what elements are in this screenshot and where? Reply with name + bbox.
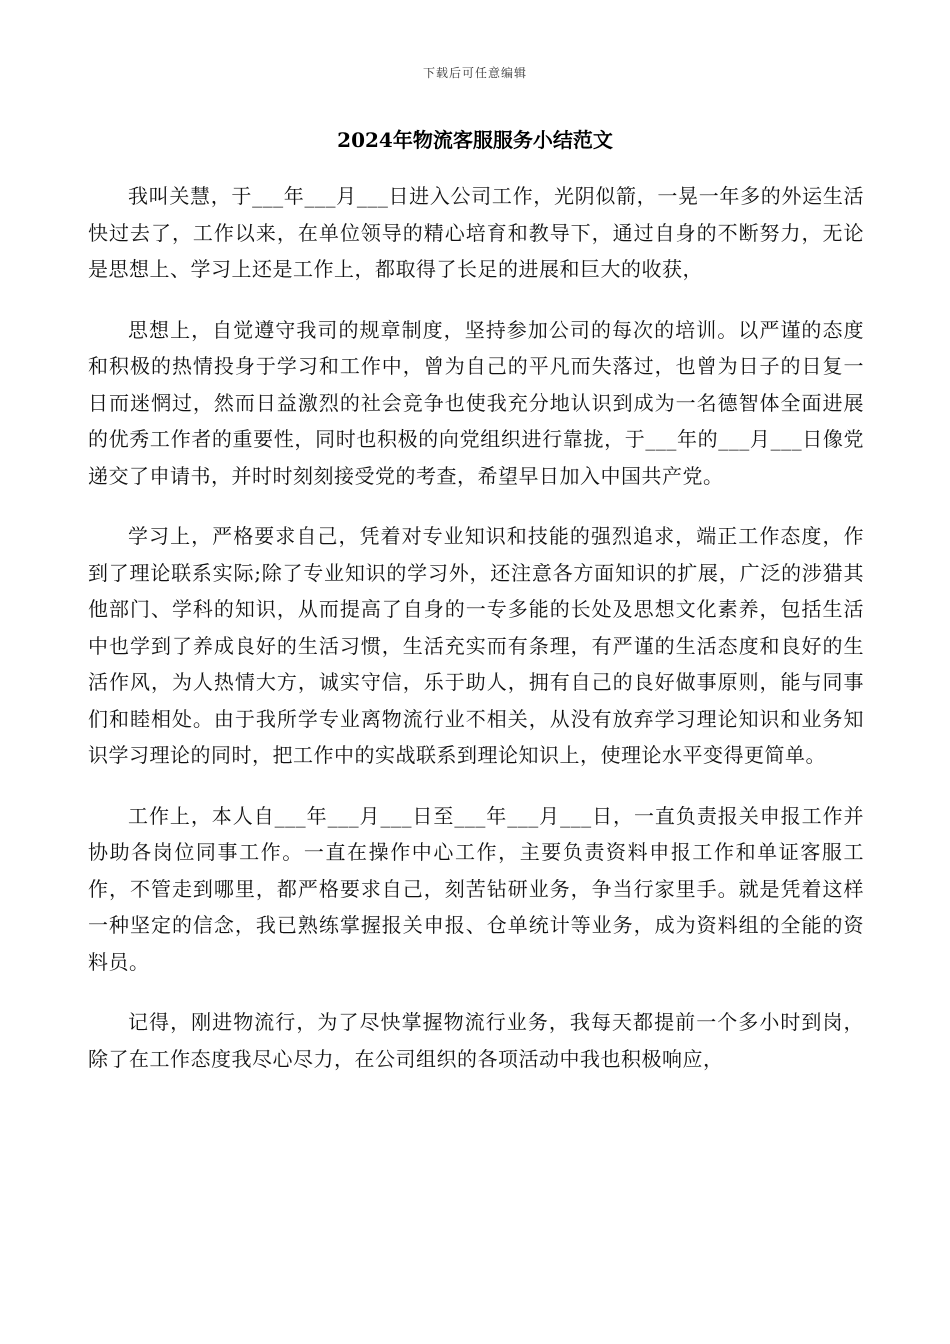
document-body bbox=[88, 178, 864, 1101]
paragraph-intro: 我叫关慧，于___年___月___日进入公司工作，光阴似箭，一晃一年多的外运生活快过去了，工作以来，在单位领导的精心培育和教导下，通过自身的不断努力，无论是思想上、学习上还是工作上，都取得了长足的进展和巨大的收获， bbox=[88, 184, 864, 281]
paragraph-memory: 记得，刚进物流行，为了尽快掌握物流行业务，我每天都提前一个多小时到岗，除了在工作态度我尽心尽力，在公司组织的各项活动中我也积极响应， bbox=[88, 1010, 864, 1071]
paragraph-ideology: 思想上，自觉遵守我司的规章制度，坚持参加公司的每次的培训。以严谨的态度和积极的热情投身于学习和工作中，曾为自己的平凡而失落过，也曾为日子的日复一日而迷惘过，然而日益激烈的社会竞争也使我充分地认识到成为一名德智体全面进展的优秀工作者的重要性，同时也积极的向党组织进行靠拢，于___年的___月___日像党递交了申请书，并时时刻刻接受党的考查，希望早日加入中国共产党。 bbox=[88, 317, 864, 488]
paragraph-work: 工作上，本人自___年___月___日至___年___月___日，一直负责报关申报工作并协助各岗位同事工作。一直在操作中心工作，主要负责资料申报工作和单证客服工作，不管走到哪里，都严格要求自己，刻苦钻研业务，争当行家里手。就是凭着这样一种坚定的信念，我已熟练掌握报关申报、仓单统计等业务，成为资料组的全能的资料员。 bbox=[88, 803, 864, 974]
paragraph-study: 学习上，严格要求自己，凭着对专业知识和技能的强烈追求，端正工作态度，作到了理论联系实际;除了专业知识的学习外，还注意各方面知识的扩展，广泛的涉猎其他部门、学科的知识，从而提高了自身的一专多能的长处及思想文化素养，包括生活中也学到了养成良好的生活习惯，生活充实而有条理，有严谨的生活态度和良好的生活作风，为人热情大方，诚实守信，乐于助人，拥有自己的良好做事原则，能与同事们和睦相处。由于我所学专业离物流行业不相关，从没有放弃学习理论知识和业务知识学习理论的同时，把工作中的实战联系到理论知识上，使理论水平变得更简单。 bbox=[88, 524, 864, 767]
header-note: 下载后可任意编辑 bbox=[422, 66, 527, 80]
document-title: 2024年物流客服服务小结范文 bbox=[337, 128, 613, 152]
